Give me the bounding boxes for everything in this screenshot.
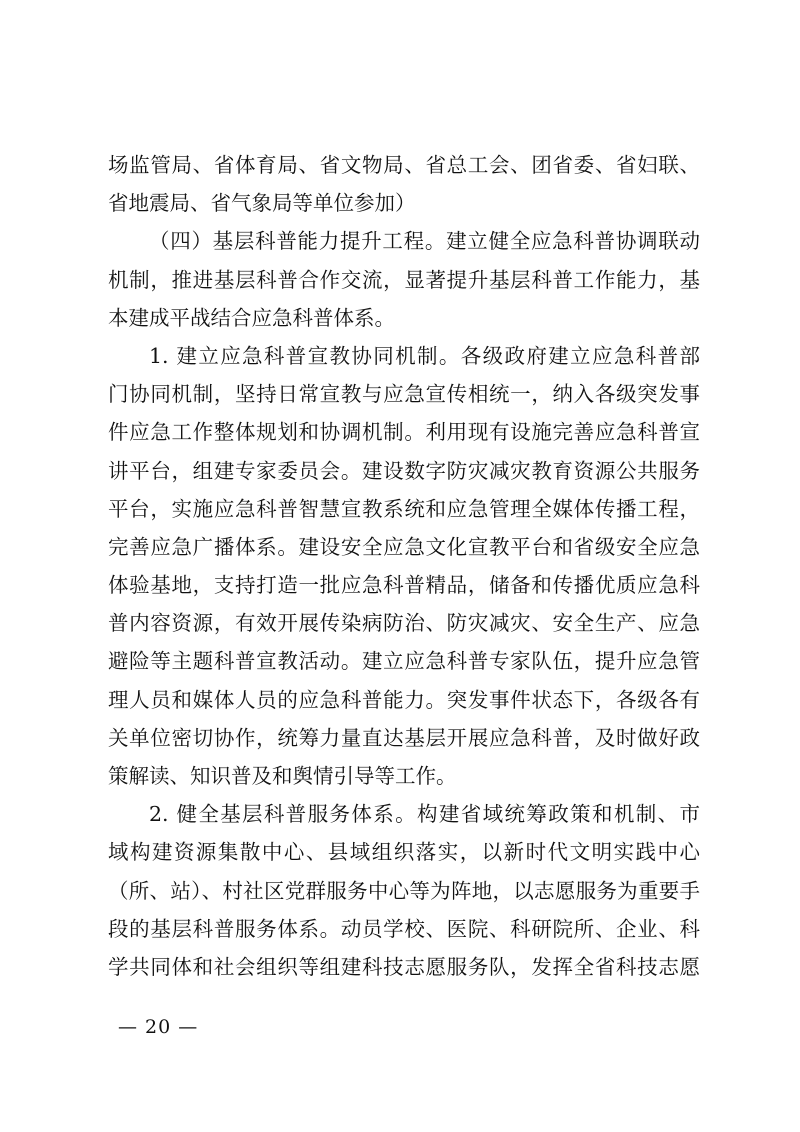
section-heading-line: （四）基层科普能力提升工程。建立健全应急科普协调联动 bbox=[149, 229, 700, 254]
text-line: 策解读、知识普及和舆情引导等工作。 bbox=[108, 764, 457, 788]
text-line: 理人员和媒体人员的应急科普能力。突发事件状态下，各级各有 bbox=[108, 687, 700, 712]
text-line: 关单位密切协作，统筹力量直达基层开展应急科普，及时做好政 bbox=[108, 725, 700, 750]
text-line: 门协同机制，坚持日常宣教与应急宣传相统一，纳入各级突发事 bbox=[108, 382, 700, 407]
text-line: 普内容资源，有效开展传染病防治、防灾减灾、安全生产、应急 bbox=[108, 611, 700, 636]
text-line: 避险等主题科普宣教活动。建立应急科普专家队伍，提升应急管 bbox=[108, 649, 700, 674]
document-body bbox=[108, 146, 700, 986]
page-number: — 20 — bbox=[118, 1016, 199, 1038]
text-line: 体验基地，支持打造一批应急科普精品，储备和传播优质应急科 bbox=[108, 573, 700, 598]
text-line: 场监管局、省体育局、省文物局、省总工会、团省委、省妇联、 bbox=[108, 153, 700, 177]
text-line: 本建成平战结合应急科普体系。 bbox=[108, 305, 395, 330]
text-line: 平台，实施应急科普智慧宣教系统和应急管理全媒体传播工程， bbox=[108, 496, 700, 521]
text-line: 件应急工作整体规划和协调机制。利用现有设施完善应急科普宣 bbox=[108, 420, 700, 445]
text-line: 省地震局、省气象局等单位参加） bbox=[108, 191, 416, 216]
text-line: （所、站）、村社区党群服务中心等为阵地，以志愿服务为重要手 bbox=[108, 878, 700, 903]
item-heading-line: 1. 建立应急科普宣教协同机制。各级政府建立应急科普部 bbox=[149, 343, 700, 368]
text-line: 学共同体和社会组织等组建科技志愿服务队，发挥全省科技志愿 bbox=[108, 954, 700, 979]
text-line: 域构建资源集散中心、县域组织落实，以新时代文明实践中心 bbox=[108, 840, 700, 865]
text-line: 段的基层科普服务体系。动员学校、医院、科研院所、企业、科 bbox=[108, 916, 700, 941]
text-line: 讲平台，组建专家委员会。建设数字防灾减灾教育资源公共服务 bbox=[108, 458, 700, 483]
text-line: 机制，推进基层科普合作交流，显著提升基层科普工作能力，基 bbox=[108, 267, 700, 292]
item-heading-line: 2. 健全基层科普服务体系。构建省域统筹政策和机制、市 bbox=[149, 802, 700, 827]
text-line: 完善应急广播体系。建设安全应急文化宣教平台和省级安全应急 bbox=[108, 534, 700, 559]
